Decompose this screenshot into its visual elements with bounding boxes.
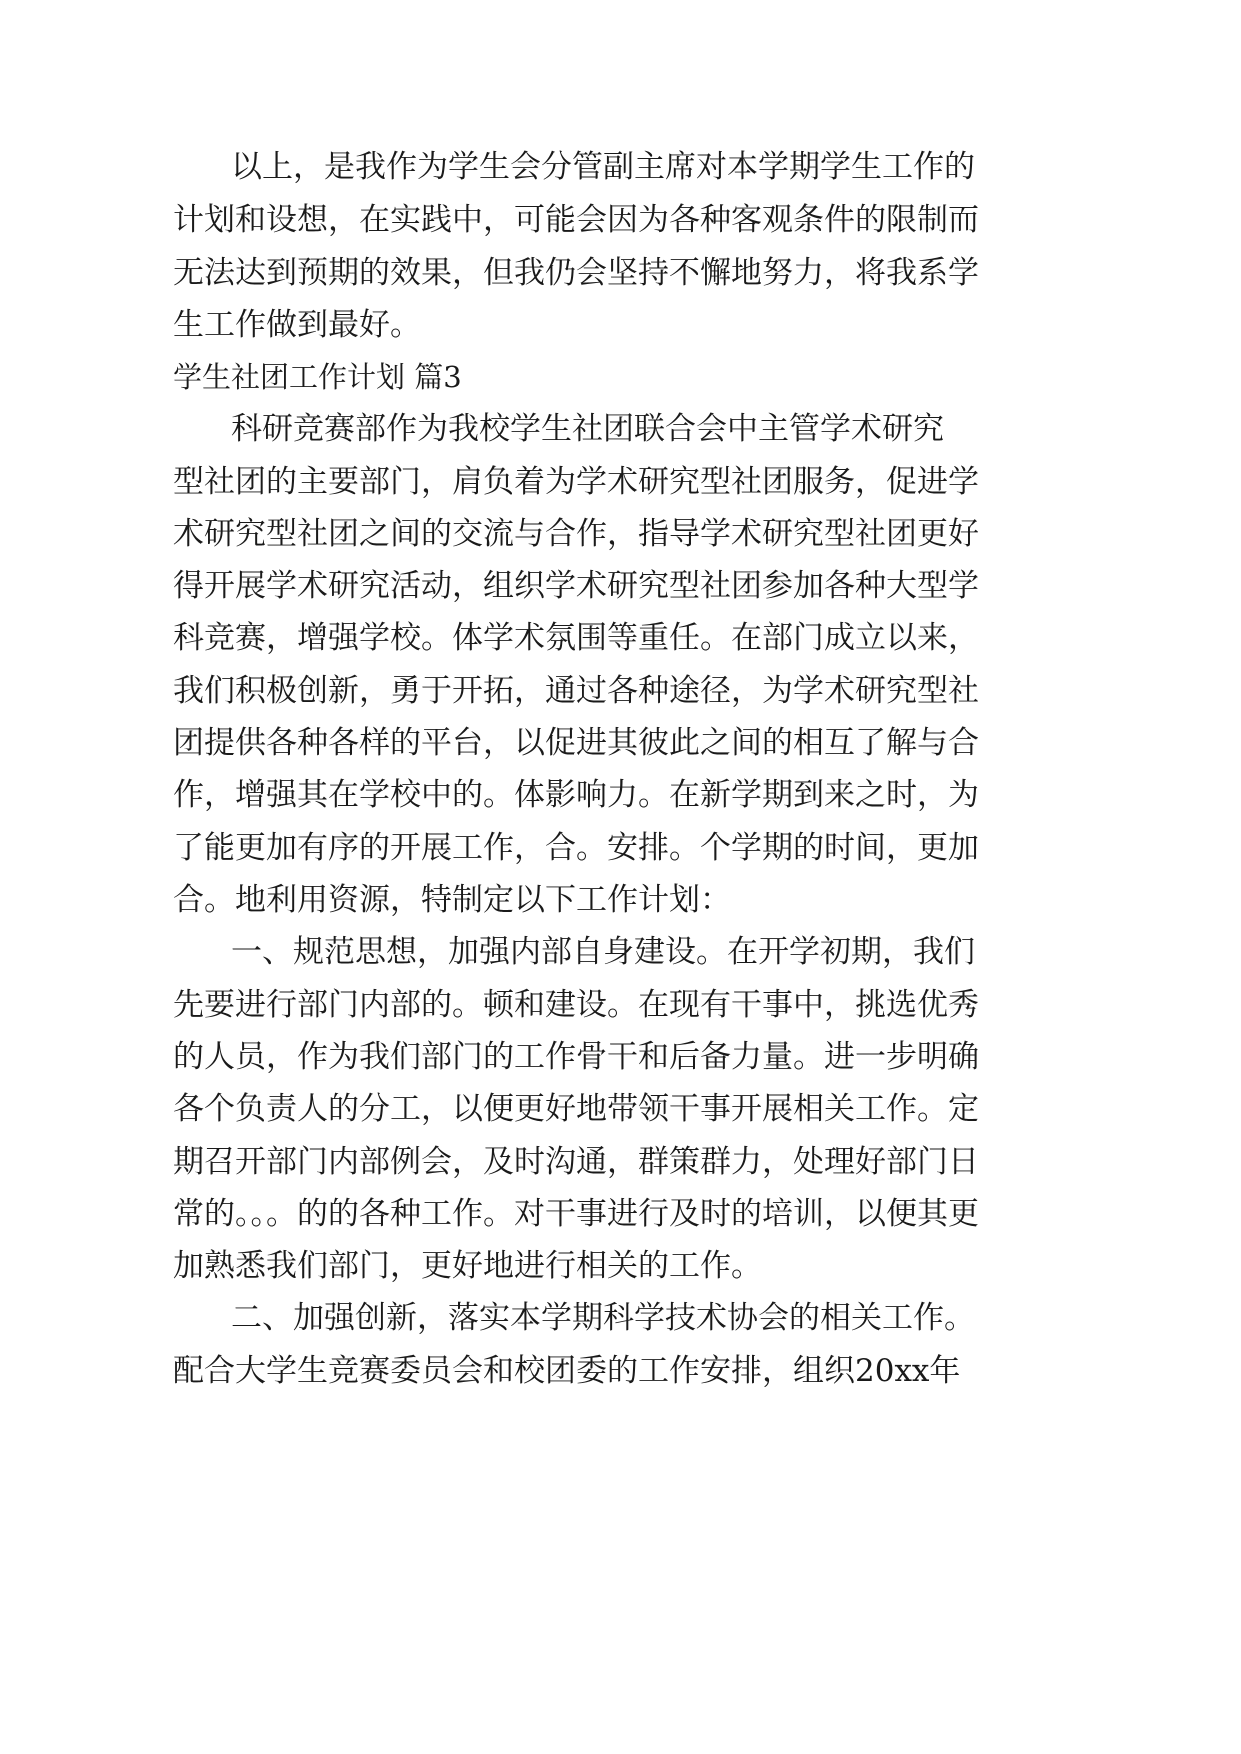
- paragraph-line: 二、加强创新，落实本学期科学技术协会的相关工作。: [231, 1300, 975, 1336]
- paragraph-line: 合。地利用资源，特制定以下工作计划：: [173, 882, 731, 918]
- paragraph-line: 作，增强其在学校中的。体影响力。在新学期到来之时，为: [173, 777, 979, 813]
- paragraph-line: 先要进行部门内部的。顿和建设。在现有干事中，挑选优秀: [173, 987, 979, 1023]
- section-heading: 学生社团工作计划 篇3: [173, 360, 462, 394]
- paragraph-line: 加熟悉我们部门，更好地进行相关的工作。: [173, 1248, 762, 1284]
- paragraph-line: 科竞赛，增强学校。体学术氛围等重任。在部门成立以来，: [173, 620, 979, 656]
- paragraph-line: 一、规范思想，加强内部自身建设。在开学初期，我们: [231, 934, 975, 970]
- paragraph-line: 以上，是我作为学生会分管副主席对本学期学生工作的: [231, 149, 975, 185]
- paragraph-line: 的人员，作为我们部门的工作骨干和后备力量。进一步明确: [173, 1039, 979, 1075]
- paragraph-line: 团提供各种各样的平台，以促进其彼此之间的相互了解与合: [173, 725, 979, 761]
- paragraph-line: 计划和设想，在实践中，可能会因为各种客观条件的限制而: [173, 202, 979, 238]
- paragraph-line: 生工作做到最好。: [173, 307, 421, 343]
- paragraph-line: 科研竞赛部作为我校学生社团联合会中主管学术研究: [231, 411, 944, 447]
- paragraph-line: 得开展学术研究活动，组织学术研究型社团参加各种大型学: [173, 568, 979, 604]
- paragraph-line: 我们积极创新，勇于开拓，通过各种途径，为学术研究型社: [173, 673, 979, 709]
- paragraph-line: 型社团的主要部门，肩负着为学术研究型社团服务，促进学: [173, 464, 979, 500]
- paragraph-line: 配合大学生竞赛委员会和校团委的工作安排，组织20xx年: [173, 1353, 961, 1389]
- paragraph-line: 各个负责人的分工，以便更好地带领干事开展相关工作。定: [173, 1091, 979, 1127]
- paragraph-line: 术研究型社团之间的交流与合作，指导学术研究型社团更好: [173, 516, 979, 552]
- paragraph-line: 了能更加有序的开展工作，合。安排。个学期的时间，更加: [173, 830, 979, 866]
- paragraph-line: 期召开部门内部例会，及时沟通，群策群力，处理好部门日: [173, 1144, 979, 1180]
- paragraph-line: 常的。。。的的各种工作。对干事进行及时的培训，以便其更: [173, 1196, 979, 1232]
- paragraph-line: 无法达到预期的效果，但我仍会坚持不懈地努力，将我系学: [173, 255, 979, 291]
